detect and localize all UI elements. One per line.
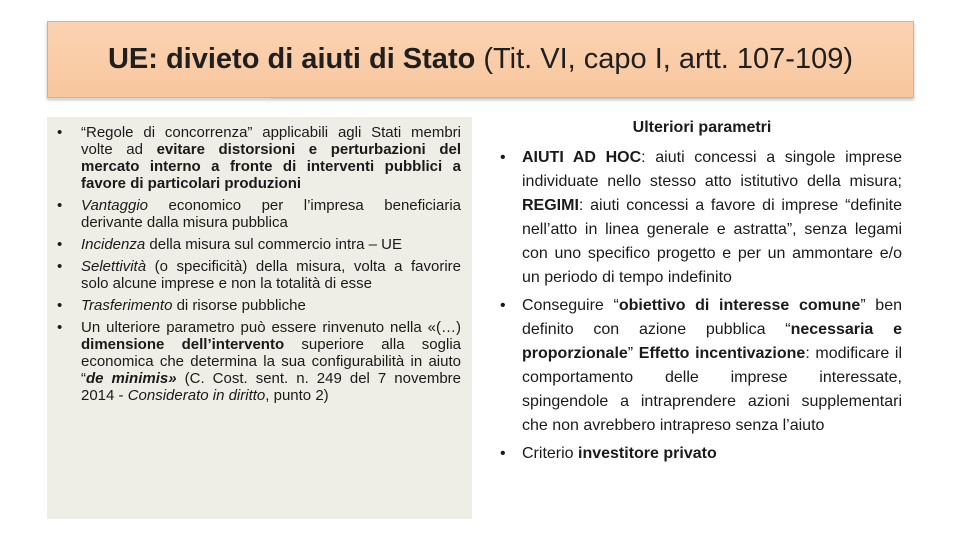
left-item-dimensione xyxy=(57,319,461,404)
text-run: superiore alla soglia economica che determina la sua configurabilità in aiuto “ xyxy=(81,336,461,387)
left-item-regole xyxy=(57,124,461,192)
text-run-bold-italic: de minimis» xyxy=(86,370,177,387)
left-panel xyxy=(47,117,472,519)
text-run: : modificare il comportamento delle imprese interessate, spingendole a intraprendere azioni supplementari che non avrebbero intrapreso senza l’aiuto xyxy=(522,345,902,434)
right-item-aiuti xyxy=(498,146,902,290)
left-item-trasferimento xyxy=(57,297,461,314)
text-run-bold: dimensione dell’intervento xyxy=(81,336,285,353)
text-run: ” xyxy=(627,345,639,362)
text-run: Un ulteriore parametro può essere rinvenuto nella «(…) xyxy=(81,319,461,336)
left-item-vantaggio xyxy=(57,197,461,231)
text-run-bold: obiettivo di interesse comune xyxy=(618,297,861,314)
text-run: (o specificità) della misura, volta a favorire solo alcune imprese e non la totalità di esse xyxy=(81,258,461,292)
text-run: di risorse pubbliche xyxy=(172,297,306,314)
right-item-criterio xyxy=(498,442,902,466)
text-run-bold: REGIMI xyxy=(522,197,579,214)
left-item-incidenza xyxy=(57,236,461,253)
right-heading: Ulteriori parametri xyxy=(632,119,772,136)
right-bullet-list xyxy=(498,146,902,470)
text-run-bold: Effetto incentivazione xyxy=(638,345,806,362)
left-bullet-list xyxy=(57,124,461,409)
title-normal-part: (Tit. VI, capo I, artt. 107-109) xyxy=(475,43,854,75)
title-banner xyxy=(47,21,914,98)
text-run-italic: Incidenza xyxy=(81,236,146,253)
left-item-selettivita xyxy=(57,258,461,292)
title-bold-part: UE: divieto di aiuti di Stato xyxy=(107,43,476,75)
text-run: (C. Cost. sent. n. 249 del 7 novembre 2014 - xyxy=(81,370,461,404)
title-underline xyxy=(47,98,271,99)
text-run: , punto 2) xyxy=(265,387,329,404)
text-run: della misura sul commercio intra – UE xyxy=(145,236,402,253)
text-run: : aiuti concessi a favore di imprese “definite nell’atto in linea generale e astratta”, senza legami con uno specifico progetto e per un ammontare e/o un periodo di tempo indefinito xyxy=(522,197,902,286)
text-run-italic: Vantaggio xyxy=(81,197,149,214)
right-item-obiettivo xyxy=(498,294,902,438)
text-run: ” ben definito con azione pubblica “ xyxy=(522,297,902,338)
text-run-bold: evitare distorsioni e perturbazioni del mercato interno a fronte di interventi pubblici a favore di particolari produzioni xyxy=(81,141,461,192)
text-run: economico per l’impresa beneficiaria derivante dalla misura pubblica xyxy=(81,197,461,231)
text-run: : aiuti concessi a singole imprese individuate nello stesso atto istitutivo della misura; xyxy=(522,149,903,190)
text-run-italic: Selettività xyxy=(81,258,147,275)
text-run: Conseguire “ xyxy=(522,297,619,314)
text-run: “Regole di concorrenza” applicabili agli Stati membri volte ad xyxy=(81,124,461,158)
text-run-bold: investitore privato xyxy=(578,445,717,462)
text-run-italic: Considerato in diritto xyxy=(127,387,266,404)
slide-title xyxy=(108,43,853,76)
text-run-italic: Trasferimento xyxy=(81,297,173,314)
text-run-bold: necessaria e proporzionale xyxy=(522,321,903,362)
text-run: Criterio xyxy=(522,445,579,462)
text-run-bold: AIUTI AD HOC xyxy=(522,149,642,166)
